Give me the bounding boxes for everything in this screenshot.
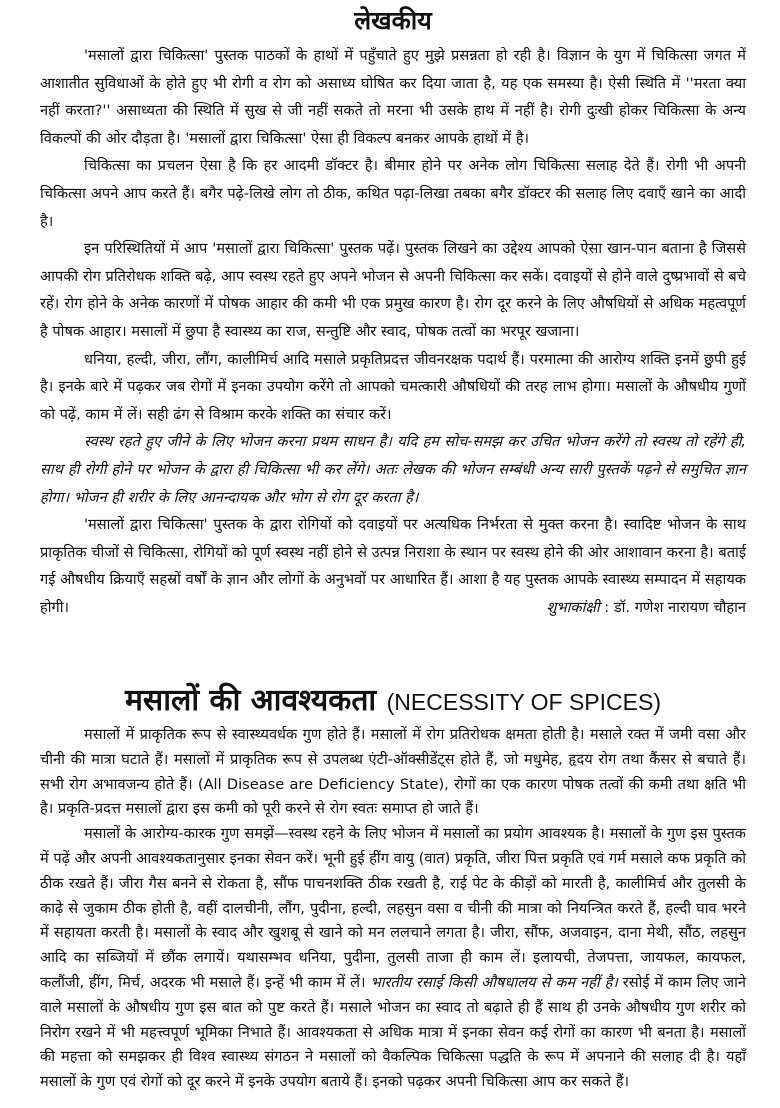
preface-paragraph-6: 'मसालों द्वारा चिकित्सा' पुस्तक के द्वारा रोगियों को दवाइयों पर अत्यधिक निर्भरता से मुक्त करना है। स्वादिष्ट भोजन के साथ प्राकृतिक चीजों से चिकित्सा, रोगियों को पूर्ण स्वस्थ नहीं होने से उत्पन्न निराशा के स्थान पर स्वस्थ होने की ओर आशावान करना है। बताई गई औषधीय क्रियाएँ सहस्रों वर्षों के ज्ञान और लोगों के अनुभवों पर आधारित हैं। आशा है यह पुस्तक आपके स्वास्थ्य सम्पादन में सहायक होगी।	[40, 516, 746, 616]
preface-paragraph-2: चिकित्सा का प्रचलन ऐसा है कि हर आदमी डॉक्टर है। बीमार होने पर अनेक लोग चिकित्सा सलाह देते हैं। रोगी भी अपनी चिकित्सा अपने आप करते हैं। बगैर पढ़े-लिखे लोग तो ठीक, कथित पढ़ा-लिखा तबका बगैर डॉक्टर की सलाह लिए दवाएँ खाने का आदी है।	[40, 157, 746, 230]
signature	[40, 594, 746, 622]
italic-emphasis: भारतीय रसाई किसी औषधालय से कम नहीं है।	[370, 973, 618, 991]
preface-paragraph-5-italic: स्वस्थ रहते हुए जीने के लिए भोजन करना प्रथम साधन है। यदि हम सोच-समझ कर उचित भोजन करेंगे तो स्वस्थ तो रहेंगे ही, साथ ही रोगी होने पर भोजन के द्वारा ही चिकित्सा भी कर लेंगे। अतः लेखक की भोजन सम्बंधी अन्य सारी पुस्तकें पढ़ने से समुचित ज्ञान होगा। भोजन ही शरीर के लिए आनन्दायक और भोग से रोग दूर करता है।	[40, 433, 746, 506]
preface-paragraph-4: धनिया, हल्दी, जीरा, लौंग, कालीमिर्च आदि मसाले प्रकृतिप्रदत्त जीवनरक्षक पदार्थ हैं। परमात्मा की आरोग्य शक्ति इनमें छुपी हुई है। इनके बारे में पढ़कर जब रोगों में इनका उपयोग करेंगे तो आपको चमत्कारी औषधियों की तरह लाभ होगा। मसालों के औषधीय गुणों को पढ़ें, काम में लें। सही ढंग से विश्राम करके शक्ति का संचार करें।	[40, 350, 746, 423]
necessity-title-hindi: मसालों की आवश्यकता	[124, 683, 377, 718]
necessity-section	[40, 680, 746, 1095]
preface-section	[40, 4, 746, 621]
paragraph-text: रसोई में काम लिए जाने वाले मसालों के औषधीय गुण इस बात को पुष्ट करते हैं। मसाले भोजन का स्वाद तो बढ़ाते ही हैं साथ ही उनके औषधीय गुण शरीर को निरोग रखने में भी महत्त्वपूर्ण भूमिका निभाते हैं। आवश्यकता से अधिक मात्रा में इनका सेवन कई रोगों का कारण भी बनता है। मसालों की महत्ता को समझकर ही विश्व स्वास्थ्य संगठन ने मसालों को वैकल्पिक चिकित्सा पद्धति के रूप में अपनाने की सलाह दी है। यहाँ मसालों के गुण एवं रोगों को दूर करने में इनके उपयोग बताये हैं। इनको पढ़कर अपनी चिकित्सा आप कर सकते हैं।	[40, 973, 746, 1091]
signature-name: : डॉ. गणेश नारायण चौहान	[599, 598, 746, 616]
signature-label: शुभाकांक्षी	[546, 598, 600, 616]
paragraph-text: मसालों के आरोग्य-कारक गुण समझें—स्वस्थ रहने के लिए भोजन में मसालों का प्रयोग आवश्यक है। मसालों के गुण इस पुस्तक में पढ़ें और अपनी आवश्यकतानुसार इनका सेवन करें। भूनी हुई हींग वायु (वात) प्रकृति, जीरा पित्त प्रकृति एवं गर्म मसाले कफ प्रकृति को ठीक रखते हैं। जीरा गैस बनने से रोकता है, सौंफ पाचनशक्ति ठीक रखती है, राई पेट के कीड़ों को मारती है, कालीमिर्च और तुलसी के काढ़े से जुकाम ठीक होती है, वहीं दालचीनी, लौंग, पुदीना, हल्दी, लहसुन वसा व चीनी की मात्रा को नियन्त्रित करते हैं, हल्दी घाव भरने में सहायता करती है। मसालों के स्वाद और खुशबू से खाने को मन ललचाने लगता है। जीरा, सौंफ, अजवाइन, दाना मेथी, सौंठ, लहसुन आदि का सब्जियों में छौंक लगायें। यथासम्भव धनिया, पुदीना, तुलसी ताजा ही काम लें। इलायची, तेजपत्ता, जायफल, कायफल, कलौंजी, हींग, मिर्च, अदरक भी मसाले हैं। इन्हें भी काम में लें।	[40, 825, 746, 991]
preface-paragraph-3: इन परिस्थितियों में आप 'मसालों द्वारा चिकित्सा' पुस्तक पढ़ें। पुस्तक लिखने का उद्देश्य आपको ऐसा खान-पान बताना है जिससे आपकी रोग प्रतिरोधक शक्ति बढ़े, आप स्वस्थ रहते हुए अपने भोजन से अपनी चिकित्सा कर सकें। दवाइयों से होने वाले दुष्प्रभावों से बचे रहें। रोग होने के अनेक कारणों में पोषक आहार की कमी भी एक प्रमुख कारण है। रोग दूर करने के लिए औषधियों से अधिक महत्वपूर्ण है पोषक आहार। मसालों में छुपा है स्वास्थ्य का राज, सन्तुष्टि और स्वाद, पोषक तत्वों का भरपूर खजाना।	[40, 240, 746, 340]
preface-paragraph-1: 'मसालों द्वारा चिकित्सा' पुस्तक पाठकों के हाथों में पहुँचाते हुए मुझे प्रसन्नता हो रही है। विज्ञान के युग में चिकित्सा जगत में आशातीत सुविधाओं के होते हुए भी रोगी व रोग को असाध्य घोषित कर दिया जाता है, यह एक समस्या है। ऐसी स्थिति में ''मरता क्या नहीं करता?'' असाध्यता की स्थिति में सुख से जी नहीं सकते तो मरना भी उसके हाथ में नहीं है। रोगी दुःखी होकर चिकित्सा के अन्य विकल्पों की ओर दौड़ता है। 'मसालों द्वारा चिकित्सा' ऐसा ही विकल्प बनकर आपके हाथों में है।	[40, 47, 746, 147]
necessity-title-english: (NECESSITY OF SPICES)	[386, 689, 661, 715]
necessity-title	[40, 680, 746, 723]
preface-title: लेखकीय	[354, 6, 432, 35]
necessity-paragraph-2	[40, 822, 746, 1095]
necessity-paragraph-1: मसालों में प्राकृतिक रूप से स्वास्थ्यवर्धक गुण होते हैं। मसालों में रोग प्रतिरोधक क्षमता होती है। मसाले रक्त में जमी वसा और चीनी की मात्रा घटाते हैं। मसालों में प्राकृतिक रूप से उपलब्ध एंटी-ऑक्सीडेंट्स होते हैं, जो मधुमेह, हृदय रोग तथा कैंसर से बचाते हैं। सभी रोग अभावजन्य होते हैं। (All Disease are Deficiency State), रोगों का एक कारण पोषक तत्वों की कमी तथा क्षति भी है। प्रकृति-प्रदत्त मसालों द्वारा इस कमी को पूरी करने से रोग स्वतः समाप्त हो जाते हैं।	[40, 726, 746, 818]
